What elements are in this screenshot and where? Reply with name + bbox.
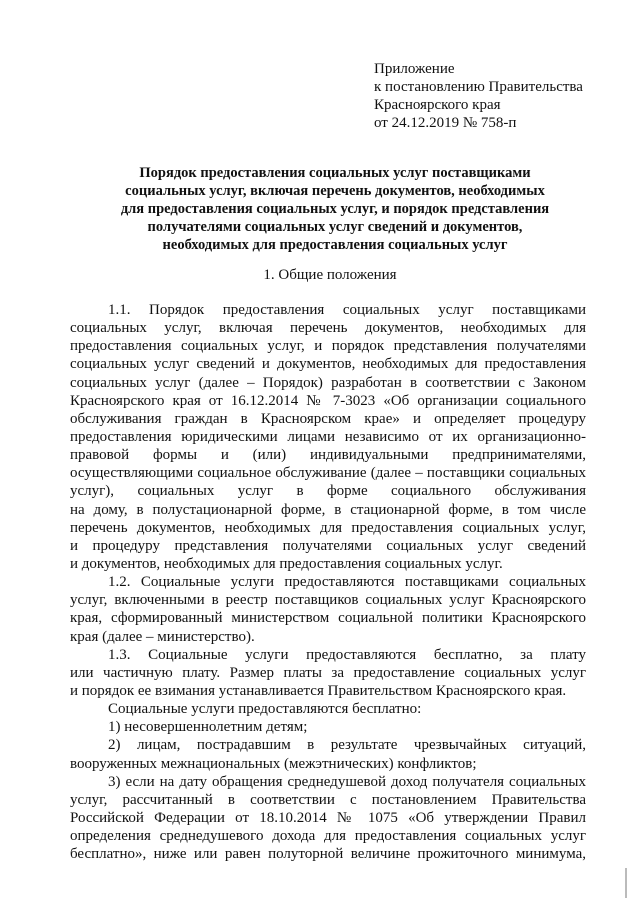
- text-line: края (далее – министерство).: [70, 628, 255, 645]
- text-line: 1.1. Порядок предоставления социальных услуг поставщиками: [108, 302, 586, 318]
- text-line: обслуживания граждан в Красноярском крае» и определяет процедуру: [70, 410, 586, 427]
- text-line: 3) если на дату обращения среднедушевой доход получателя социальных: [108, 773, 586, 790]
- text-line: Социальные услуги предоставляются бесплатно:: [108, 701, 422, 718]
- title-line: получателями социальных услуг сведений и документов,: [147, 219, 523, 235]
- text-line: 2) лицам, пострадавшим в результате чрезвычайных ситуаций,: [108, 737, 586, 754]
- text-line: социальных услуг сведений и документов, необходимых для предоставления: [70, 356, 586, 373]
- title-line: Порядок предоставления социальных услуг поставщиками: [139, 165, 531, 181]
- text-line: услуг, включенными в реестр поставщиков социальных услуг Красноярского: [70, 592, 586, 609]
- title-line: для предоставления социальных услуг, и порядок представления: [120, 201, 550, 217]
- text-line: 1.3. Социальные услуги предоставляются бесплатно, за плату: [108, 646, 586, 663]
- text-line: перечень документов, необходимых для предоставления социальных услуг,: [70, 519, 586, 536]
- text-line: определения среднедушевого дохода для предоставления социальных услуг: [70, 828, 586, 845]
- appendix-line: Красноярского края: [374, 97, 501, 113]
- text-line: и процедуру представления получателями социальных услуг сведений: [70, 537, 586, 554]
- title-line: социальных услуг, включая перечень документов, необходимых: [125, 183, 545, 199]
- document-title: [80, 164, 590, 254]
- title-line: необходимых для предоставления социальных услуг: [162, 237, 508, 253]
- text-line: и документов, необходимых для предоставления социальных услуг.: [70, 555, 503, 572]
- text-line: на дому, в полустационарной форме, в стационарной форме, в том числе: [70, 501, 586, 518]
- text-line: и порядок ее взимания устанавливается Правительством Красноярского края.: [70, 682, 567, 699]
- appendix-line: Приложение: [374, 61, 455, 77]
- appendix-block: [374, 60, 583, 132]
- text-line: 1.2. Социальные услуги предоставляются поставщиками социальных: [108, 574, 586, 591]
- body-text: [70, 301, 586, 863]
- text-line: 1) несовершеннолетним детям;: [108, 719, 308, 736]
- text-line: бесплатно», ниже или равен полуторной величине прожиточного минимума,: [70, 846, 586, 863]
- text-line: предоставления юридическими лицами независимо от их организационно-: [70, 428, 586, 445]
- text-line: осуществляющими социальное обслуживание (далее – поставщики социальных: [70, 465, 586, 482]
- appendix-line: от 24.12.2019 № 758-п: [374, 115, 517, 131]
- text-line: или частичную плату. Размер платы за предоставление социальных услуг: [70, 664, 586, 681]
- text-line: социальных услуг (далее – Порядок) разработан в соответствии с Законом: [70, 374, 586, 391]
- text-line: предоставления социальных услуг, и порядок представления получателями: [70, 338, 586, 355]
- text-line: края, сформированный министерством социальной политики Красноярского: [70, 610, 586, 627]
- text-line: Российской Федерации от 18.10.2014 № 1075 «Об утверждении Правил: [70, 809, 586, 826]
- text-line: услуг), социальных услуг в форме социального обслуживания: [70, 483, 586, 500]
- section-heading: 1. Общие положения: [263, 267, 397, 283]
- text-line: правовой формы и (или) индивидуальными предпринимателями,: [70, 447, 586, 464]
- text-line: социальных услуг, включая перечень документов, необходимых для: [70, 320, 586, 337]
- text-line: услуг, рассчитанный в соответствии с постановлением Правительства: [70, 791, 586, 808]
- text-line: Красноярского края от 16.12.2014 № 7-3023 «Об организации социального: [70, 392, 586, 409]
- appendix-line: к постановлению Правительства: [374, 79, 583, 95]
- scan-artifact: [625, 868, 627, 898]
- text-line: вооруженных межнациональных (межэтнических) конфликтов;: [70, 755, 477, 772]
